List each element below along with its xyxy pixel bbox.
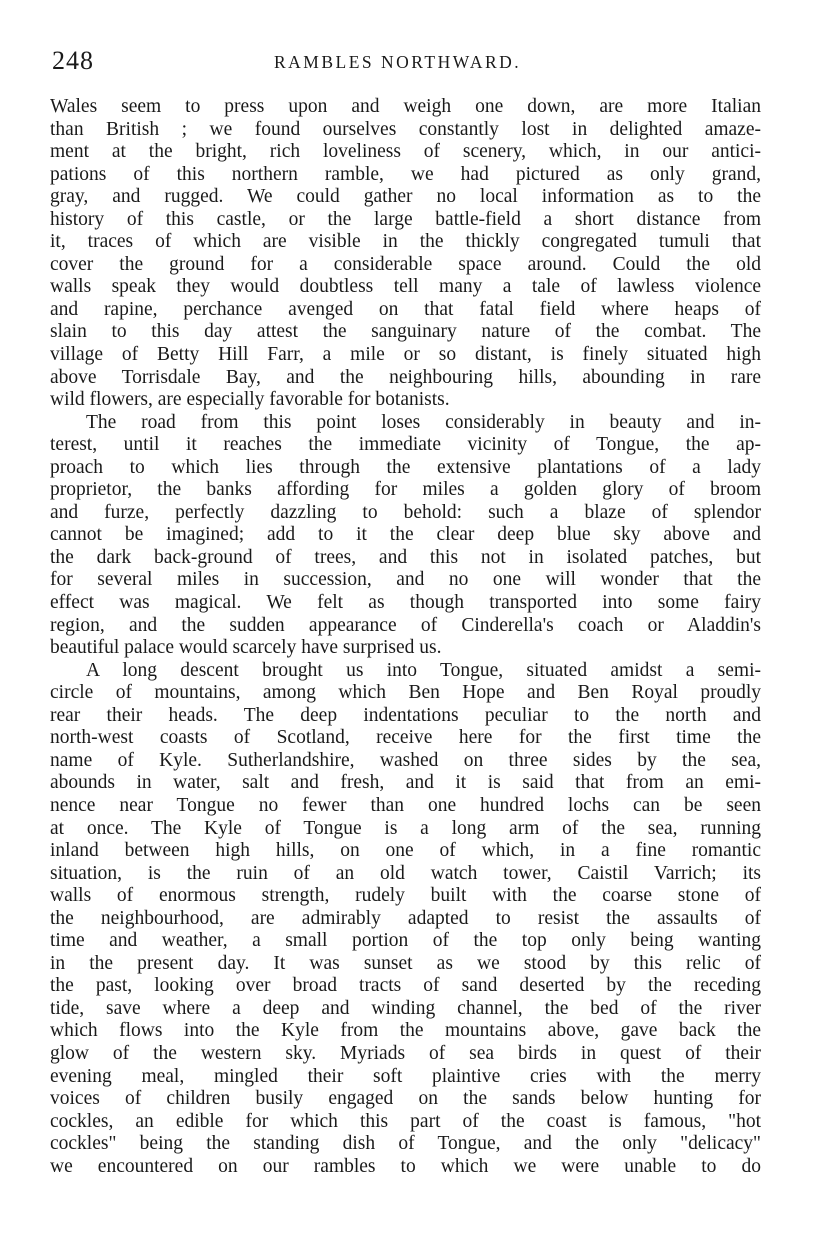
- text-line: proach to which lies through the extensive plantations of a lady: [50, 456, 761, 478]
- text-line: cockles" being the standing dish of Tongue, and the only "delicacy": [50, 1133, 761, 1155]
- text-line: history of this castle, or the large battle-field a short distance from: [50, 208, 761, 230]
- text-line: Wales seem to press upon and weigh one down, are more Italian: [50, 96, 761, 117]
- running-title: RAMBLES NORTHWARD.: [274, 52, 522, 72]
- text-line: walls of enormous strength, rudely built with the coarse stone of: [50, 885, 761, 907]
- text-line: nence near Tongue no fewer than one hundred lochs can be seen: [50, 794, 761, 816]
- text-line: walls speak they would doubtless tell many a tale of lawless violence: [50, 276, 761, 298]
- text-line: at once. The Kyle of Tongue is a long arm of the sea, running: [50, 817, 761, 839]
- text-line: evening meal, mingled their soft plaintive cries with the merry: [50, 1065, 761, 1087]
- text-line: effect was magical. We felt as though transported into some fairy: [50, 592, 761, 614]
- text-line: and rapine, perchance avenged on that fatal field where heaps of: [50, 298, 761, 320]
- text-line: situation, is the ruin of an old watch tower, Caistil Varrich; its: [50, 862, 761, 884]
- text-line: cover the ground for a considerable space around. Could the old: [50, 253, 761, 275]
- text-line: region, and the sudden appearance of Cinderella's coach or Aladdin's: [50, 614, 761, 636]
- text-line: tide, save where a deep and winding channel, the bed of the river: [50, 997, 761, 1019]
- text-line: name of Kyle. Sutherlandshire, washed on three sides by the sea,: [50, 749, 761, 771]
- body-text: [50, 96, 761, 1178]
- text-line: A long descent brought us into Tongue, situated amidst a semi-: [86, 659, 761, 681]
- text-line: it, traces of which are visible in the thickly congregated tumuli that: [50, 231, 761, 253]
- text-line: the past, looking over broad tracts of sand deserted by the receding: [50, 975, 761, 997]
- text-line: the dark back-ground of trees, and this not in isolated patches, but: [50, 546, 761, 568]
- text-line: beautiful palace would scarcely have surprised us.: [50, 637, 442, 659]
- text-line: The road from this point loses considerably in beauty and in-: [86, 411, 761, 433]
- text-line: for several miles in succession, and no one will wonder that the: [50, 569, 761, 591]
- text-line: wild flowers, are especially favorable for botanists.: [50, 389, 450, 411]
- text-line: we encountered on our rambles to which we were unable to do: [50, 1155, 761, 1177]
- text-line: gray, and rugged. We could gather no local information as to the: [50, 186, 761, 208]
- text-line: above Torrisdale Bay, and the neighbouring hills, abounding in rare: [50, 366, 761, 388]
- text-line: circle of mountains, among which Ben Hope and Ben Royal proudly: [50, 682, 761, 704]
- page-number: 248: [52, 46, 94, 75]
- text-line: village of Betty Hill Farr, a mile or so distant, is finely situated high: [50, 344, 761, 366]
- text-line: terest, until it reaches the immediate vicinity of Tongue, the ap-: [50, 434, 761, 456]
- text-line: which flows into the Kyle from the mountains above, gave back the: [50, 1020, 761, 1042]
- text-line: the neighbourhood, are admirably adapted to resist the assaults of: [50, 907, 761, 929]
- text-line: inland between high hills, on one of which, in a fine romantic: [50, 840, 761, 862]
- text-line: pations of this northern ramble, we had pictured as only grand,: [50, 163, 761, 185]
- text-line: abounds in water, salt and fresh, and it is said that from an emi-: [50, 772, 761, 794]
- text-line: slain to this day attest the sanguinary nature of the combat. The: [50, 321, 761, 343]
- text-line: rear their heads. The deep indentations peculiar to the north and: [50, 704, 761, 726]
- text-line: glow of the western sky. Myriads of sea birds in quest of their: [50, 1042, 761, 1064]
- text-line: than British ; we found ourselves constantly lost in delighted amaze-: [50, 118, 761, 140]
- text-line: cannot be imagined; add to it the clear deep blue sky above and: [50, 524, 761, 546]
- running-head: [52, 46, 762, 76]
- text-line: voices of children busily engaged on the sands below hunting for: [50, 1088, 761, 1110]
- text-line: in the present day. It was sunset as we stood by this relic of: [50, 952, 761, 974]
- text-line: cockles, an edible for which this part of the coast is famous, "hot: [50, 1110, 761, 1132]
- text-line: proprietor, the banks affording for miles a golden glory of broom: [50, 479, 761, 501]
- text-line: time and weather, a small portion of the top only being wanting: [50, 930, 761, 952]
- text-line: and furze, perfectly dazzling to behold: such a blaze of splendor: [50, 501, 761, 523]
- text-line: north-west coasts of Scotland, receive here for the first time the: [50, 727, 761, 749]
- text-line: ment at the bright, rich loveliness of scenery, which, in our antici-: [50, 141, 761, 163]
